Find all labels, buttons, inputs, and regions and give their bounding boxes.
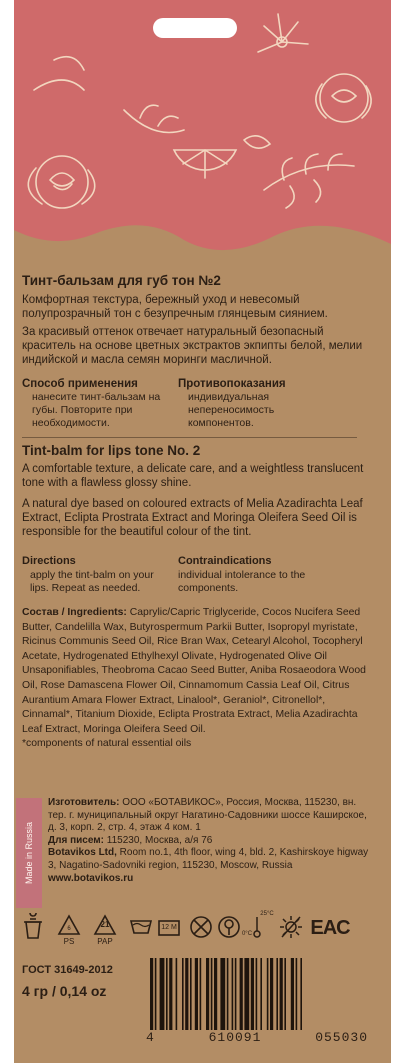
ru-usage-text: нанесите тинт-бальзам на губы. Повторите при необходимости. <box>32 391 161 429</box>
maker-text-post: 115230, Москва, а/я 76 <box>104 834 213 846</box>
svg-text:6: 6 <box>67 926 71 932</box>
barcode-bar <box>232 958 234 1030</box>
barcode-bar <box>214 958 217 1030</box>
barcode-bar <box>280 958 283 1030</box>
pao-months: 12 M <box>161 924 177 931</box>
ru-description-2: За красивый оттенок отвечает натуральный безопасный краситель на основе цветных экстрактов экпипты белой, мелии индийской и масла семян моринги масличной. <box>22 326 363 366</box>
barcode-bar <box>176 958 178 1030</box>
ingredients-note: *components of natural essential oils <box>22 738 192 750</box>
maker-text-en: Room no.1, 4th floor, wing 4, bld. 2, Kashirskoye higway 3, Nagatino-Sadovniki region, 115230, Moscow, Russia <box>48 847 369 871</box>
ingredients-text: Caprylic/Capric Triglyceride, Cocos Nucifera Seed Butter, Candelilla Wax, Butyrospermum Parkii Butter, Isopropyl myristate, Ricinus Communis Seed Oil, Rice Bran Wax, Cetearyl Alcohol, Tocopheryl Acetate, Hydrogenated Ethylhexyl Olivate, Hydrogenated Olive Oil Unsaponifiables, Theobroma Cacao Seed Butter, Aniba Rosaeodora Wood Oil, Rose Damascena Flower Oil, Cinnamomum Cassia Leaf Oil, Citrus Aurantium Amara Flower Extract, Linalool*, Geraniol*, Citronellol*, Cinnamal*, Titanium Dioxide, Eclipta Prostrata Extract, Melia Azadirachta Leaf Extract, Moringa Oleifera Seed Oil. <box>22 607 366 735</box>
hang-hole <box>153 18 237 38</box>
barcode-first-digit: 4 <box>146 1030 155 1045</box>
barcode-bar <box>160 958 165 1030</box>
barcode-bar <box>185 958 188 1030</box>
barcode-bar <box>206 958 209 1030</box>
barcode-bar <box>169 958 172 1030</box>
net-weight: 4 гр / 0,14 oz <box>22 983 107 999</box>
pap-number: 21 <box>100 920 110 929</box>
sun-protection-icon <box>278 913 304 943</box>
barcode <box>146 958 366 1030</box>
barcode-bar <box>267 958 269 1030</box>
ingredients-block <box>22 606 374 752</box>
barcode-bar <box>166 958 168 1030</box>
ingredients-label: Состав / Ingredients: <box>22 607 127 618</box>
barcode-bar <box>182 958 184 1030</box>
barcode-group-1: 610091 <box>208 1030 262 1045</box>
barcode-bar <box>244 958 249 1030</box>
barcode-bar <box>235 958 237 1030</box>
ps-label: PS <box>63 937 75 946</box>
manufacturer-block <box>48 797 373 885</box>
barcode-bar <box>240 958 243 1030</box>
en-description: A comfortable texture, a delicate care, and a weightless translucent tone with a flawless glossy shine. <box>22 463 364 489</box>
barcode-bar <box>296 958 298 1030</box>
en-title: Tint-balm for lips tone No. 2 <box>22 443 201 458</box>
pap-label: PAP <box>97 937 113 946</box>
maker-site: www.botavikos.ru <box>48 872 134 884</box>
floral-illustration <box>14 0 391 270</box>
barcode-bar <box>260 958 262 1030</box>
barcode-bar <box>220 958 225 1030</box>
maker-label-ru: Изготовитель: <box>48 797 120 808</box>
maker-label-en: Botavikos Ltd, <box>48 847 117 859</box>
barcode-group-2: 055030 <box>315 1030 368 1045</box>
barcode-bar <box>300 958 302 1030</box>
made-in-label-box <box>16 798 42 908</box>
eac-mark: EAC <box>310 917 350 939</box>
en-directions-title: Directions <box>22 555 76 567</box>
en-contra-title: Contraindications <box>178 555 272 567</box>
ru-contra-text: индивидуальная непереносимость компонентов. <box>188 391 275 429</box>
barcode-bar <box>150 958 153 1030</box>
barcode-bar <box>190 958 192 1030</box>
barcode-bar <box>195 958 198 1030</box>
gost-standard: ГОСТ 31649-2012 <box>22 964 113 976</box>
temp-high-label: 25°C <box>260 911 274 917</box>
temp-low-label: 0°C <box>241 931 253 937</box>
barcode-bar <box>227 958 229 1030</box>
barcode-bar <box>251 958 254 1030</box>
ru-usage-title: Способ применения <box>22 378 138 390</box>
maker-text-ru: ООО «БОТАВИКОС», Россия, Москва, 115230, вн. тер. г. муниципальный округ Нагатино-Садовники шоссе Каширское, д. 3, корп. 2, стр. 4, этаж 4 ком. 1 <box>48 797 367 834</box>
maker-label-post: Для писем: <box>48 834 104 846</box>
wash-instructions-icon <box>128 913 154 943</box>
trash-bin-icon <box>20 913 46 943</box>
ru-contra-title: Противопоказания <box>178 378 286 390</box>
en-description-2: A natural dye based on coloured extracts of Melia Azadirachta Leaf Extract, Eclipta Prostrata Extract and Moringa Oleifera Seed Oil is responsible for the beautiful colour of the tint. <box>22 498 363 538</box>
en-directions-text: apply the tint-balm on your lips. Repeat as needed. <box>30 569 154 594</box>
barcode-digits <box>146 1030 368 1045</box>
barcode-bar <box>200 958 202 1030</box>
barcode-bar <box>211 958 213 1030</box>
barcode-bar <box>276 958 278 1030</box>
no-animal-testing-icon <box>188 913 214 943</box>
ru-description: Комфортная текстура, бережный уход и невесомый полупрозрачный тон с безупречным глянцевым сиянием. <box>22 294 328 320</box>
en-contra-text: individual intolerance to the components. <box>178 569 306 594</box>
ru-title: Тинт-бальзам для губ тон №2 <box>22 273 221 288</box>
barcode-bar <box>284 958 286 1030</box>
barcode-bar <box>155 958 157 1030</box>
barcode-bar <box>256 958 258 1030</box>
barcode-bar <box>291 958 294 1030</box>
section-divider <box>22 437 357 438</box>
barcode-bar <box>270 958 273 1030</box>
symbol-icons-row <box>20 913 372 951</box>
made-in-label: Made in Russia <box>24 821 34 885</box>
